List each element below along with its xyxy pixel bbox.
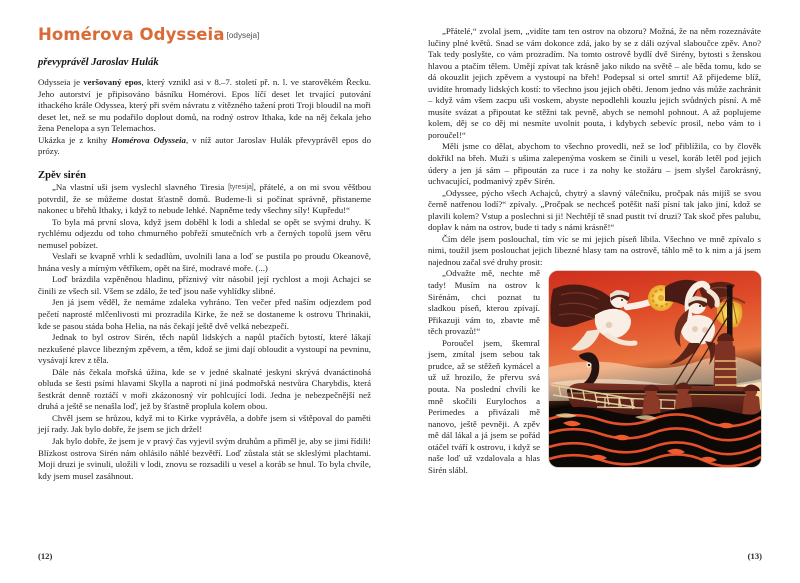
paragraph-r0: „Přátelé,“ zvolal jsem, „vidíte tam ten ostrov na obzoru? Možná, že na něm rozeznáváte lučiny plné květů. Snad se vám dokonce zdá, jako by se z dáli ozýval slaboučce zpěv. Ano? Tak tedy poslyšte, co vám prozradím. Na tomto ostrově bydlí dvě Sirény, bytosti s ženskou hlavou a ptačím tělem. Umějí zpívat tak krásně jako nikdo na světě – ale běda tomu, kdo se dá okouzlit jejich zpěvem a vystoupí na břeh! Podepsal si ortel smrti! Až přijedeme blíž, uvidíte hromady lidských kostí: to všechno jsou jejich oběti. Jenom jedno vás může zachránit – když vám všem zacpu uši voskem, abyste nepodlehli kouzlu jejich svůdných písní. A mě musíte svázat a připoutat ke stěžni tak pevně, abych se nemohl pohnout. A až poplujeme kolem, děj se co děj mi nesmíte uvolnit pouta, i kdybych sebevíc prosil, nebo vám to i poroučel!“ bbox=[428, 26, 761, 140]
paragraph-4: Jen já jsem věděl, že nemáme zdaleka vyhráno. Ten večer před naším odjezdem pod pečetí naprosté mlčenlivosti mi prozradila Kirke, že než se dostaneme k ostrovu Thrinakii, kde se pasou stáda boha Helia, na nás čekají ještě dvě velká nebezpečí. bbox=[38, 297, 371, 331]
source-note-part-1: Ukázka je z knihy bbox=[38, 134, 112, 145]
paragraph-0-part-1: „Na vlastní uši jsem vyslechl slavného Tiresia bbox=[52, 181, 229, 192]
byline: převyprávěl Jaroslav Hulák bbox=[38, 57, 159, 69]
paragraph-r2: „Odyssee, pýcho všech Achajců, chytrý a slavný válečníku, pročpak nás mijíš se svou černě natřenou lodí?“ zpívaly. „Pročpak se nechceš potěšit naší písní tak jako jiní, kdož se plavili kolem? Vstup a poslechni si ji! Nechtějí tě snad pustit tví druzi? Tak skoč přes palubu, doplav k nám na ostrov, bude ti tady s námi krásně!“ bbox=[428, 187, 761, 233]
paragraph-r1: Měli jsme co dělat, abychom to všechno provedli, než se loď přiblížila, co by člověk dokřikl na břeh. Muži s ušima zalepenýma voskem se činili u vesel, koráb letěl pod jejich údery a jen já sám – připoután za ruce i za nohy ke stožáru – jsem slyšel čarokrásný, uchvacující, podmanivý zpěv Sirén. bbox=[428, 141, 761, 187]
paragraph-7: Chvěl jsem se hrůzou, když mi to Kirke vyprávěla, a dobře jsem si vštěpoval do paměti její rady. Jak bylo dobře, že jsem se jich držel! bbox=[38, 412, 371, 435]
paragraph-5: Jednak to byl ostrov Sirén, těch napůl lidských a napůl ptačích bytostí, které lákají nezkušené plavce libezným zpěvem, a těm, kdož se jimi dají obloudit a vystoupí na pevninu, vysávají krev z těla. bbox=[38, 332, 371, 366]
chapter-title-pronunciation: [odyseja] bbox=[226, 31, 260, 40]
folio-right: (13) bbox=[747, 551, 762, 561]
paragraph-r3: Čím déle jsem poslouchal, tím víc se mi jejich píseň líbila. Všechno ve mně zpívalo s nimi, toužil jsem poslouchat jejich libezné hlasy tam na ostrově, táhlo mě to k nim a já jsem najednou začal své druhy prosit: bbox=[428, 233, 761, 267]
paragraph-2: Veslaři se kvapně vrhli k sedadlům, uvolnili lana a loď se pustila po proudu Okeanově, hnána vesly a mírným větříkem, opět na širé, modravé moře. (...) bbox=[38, 251, 371, 273]
tiresias-pronunciation: [tyresija] bbox=[228, 183, 254, 191]
intro-part-2: , který vznikl asi v 8.–7. století př. n. l. ve starověkém Řecku. Jeho autorství je připisováno básníku Homérovi. Epos líčí deset let trvající putování ithackého krále Odyssea, který při svém návratu z vítězného tažení proti Troji bloudil na moři deset let, než se mu podařilo doplout domů, na rodný ostrov Ithaka, kde na něj čekala jeho žena Penelopa a syn Telemachos. bbox=[38, 77, 371, 134]
paragraph-6: Dále nás čekala mořská úžina, kde se v jedné skalnaté jeskyni skrývá dvanáctinohá obluda se šesti psími hlavami Skylla a naproti ní jiná podmořská nestvůra Charybdis, která šestkrát denně roztáčí v moři zkázonosný vír pohlcující lodi. Jedna je nebezpečnější než druhá a ještě se nenašla loď, jež by šťastně proplula kolem obou. bbox=[38, 366, 371, 412]
left-page-column bbox=[38, 0, 371, 482]
paragraph-0-part-2: , přátelé, a on mi svou věštbou potvrdil, že se můžeme dostat šťastně domů. Budeme-li si počínat správně, přistaneme nakonec u břehů Ithaky, i když to nebude lehké. Napněme tedy všechny síly! Kupředu!“ bbox=[38, 181, 371, 216]
paragraph-3: Loď brázdila vzpěněnou hladinu, příznivý vítr násobil její rychlost a moji Achajci se činili ze všech sil. Všem se zdálo, že teď jsou naše vyhlídky slibné. bbox=[38, 274, 371, 296]
right-page-column bbox=[428, 0, 761, 476]
chapter-title-text: Homérova Odysseia bbox=[38, 25, 225, 44]
sirens-and-ship-illustration bbox=[549, 271, 761, 467]
folio-left: (12) bbox=[38, 551, 53, 561]
paragraph-1: To byla má první slova, když jsem doběhl k lodi a shledal se opět se svými druhy. K rychlému odjezdu od toho chmurného pobřeží smutečních vrb a černých topolů jsem věru nemusel pobízet. bbox=[38, 216, 371, 250]
illustration-wrap-zone bbox=[428, 268, 761, 476]
section-heading: Zpěv sirén bbox=[38, 169, 86, 181]
intro-paragraph bbox=[38, 77, 371, 135]
page-title bbox=[38, 26, 371, 44]
source-note-part-2: , v níž autor Jaroslav Hulák převyprávěl epos do prózy. bbox=[38, 134, 371, 157]
paragraph-0 bbox=[38, 182, 371, 217]
paragraph-r5: Poroučel jsem, škemral jsem, zmítal jsem sebou tak prudce, až se stěžeň kymácel a už už hrozilo, že přervu svá pouta. Na poslední chvíli ke mně skočili Eurylochos a Perimedes a přivázali mě nanovo, ještě pevněji. A zpěv mě dál lákal a já jsem se pořád otáčel tváří k ostrovu, i když se naše loď už vzdalovala a hlas Sirén slábl. bbox=[428, 337, 540, 475]
source-note bbox=[38, 135, 371, 158]
intro-part-1: Odysseia je bbox=[38, 77, 84, 88]
paragraph-r4: „Odvažte mě, nechte mě tady! Musím na ostrov k Sirénám, chci poznat tu sladkou píseň, kterou zpívají. Přikazuji vám to, zbavte mě těch provazů!“ bbox=[428, 268, 540, 337]
source-note-book-title: Homérova Odysseia bbox=[111, 134, 186, 145]
paragraph-8: Jak bylo dobře, že jsem je v pravý čas vyjevil svým druhům a přiměl je, aby se jimi řídili! Blízkost ostrova Sirén nám ohlásilo náhlé bezvětří. Loď zůstala stát se skleslými plachtami. Moji druzi je svinuli, uložili v lodi, znovu se rozsadili u vesel a koráb se hnul. To byla chvíle, kdy jsem musel zasáhnout. bbox=[38, 436, 371, 481]
intro-bold-term: veršovaný epos bbox=[83, 77, 142, 88]
illustration-figure bbox=[549, 271, 761, 467]
